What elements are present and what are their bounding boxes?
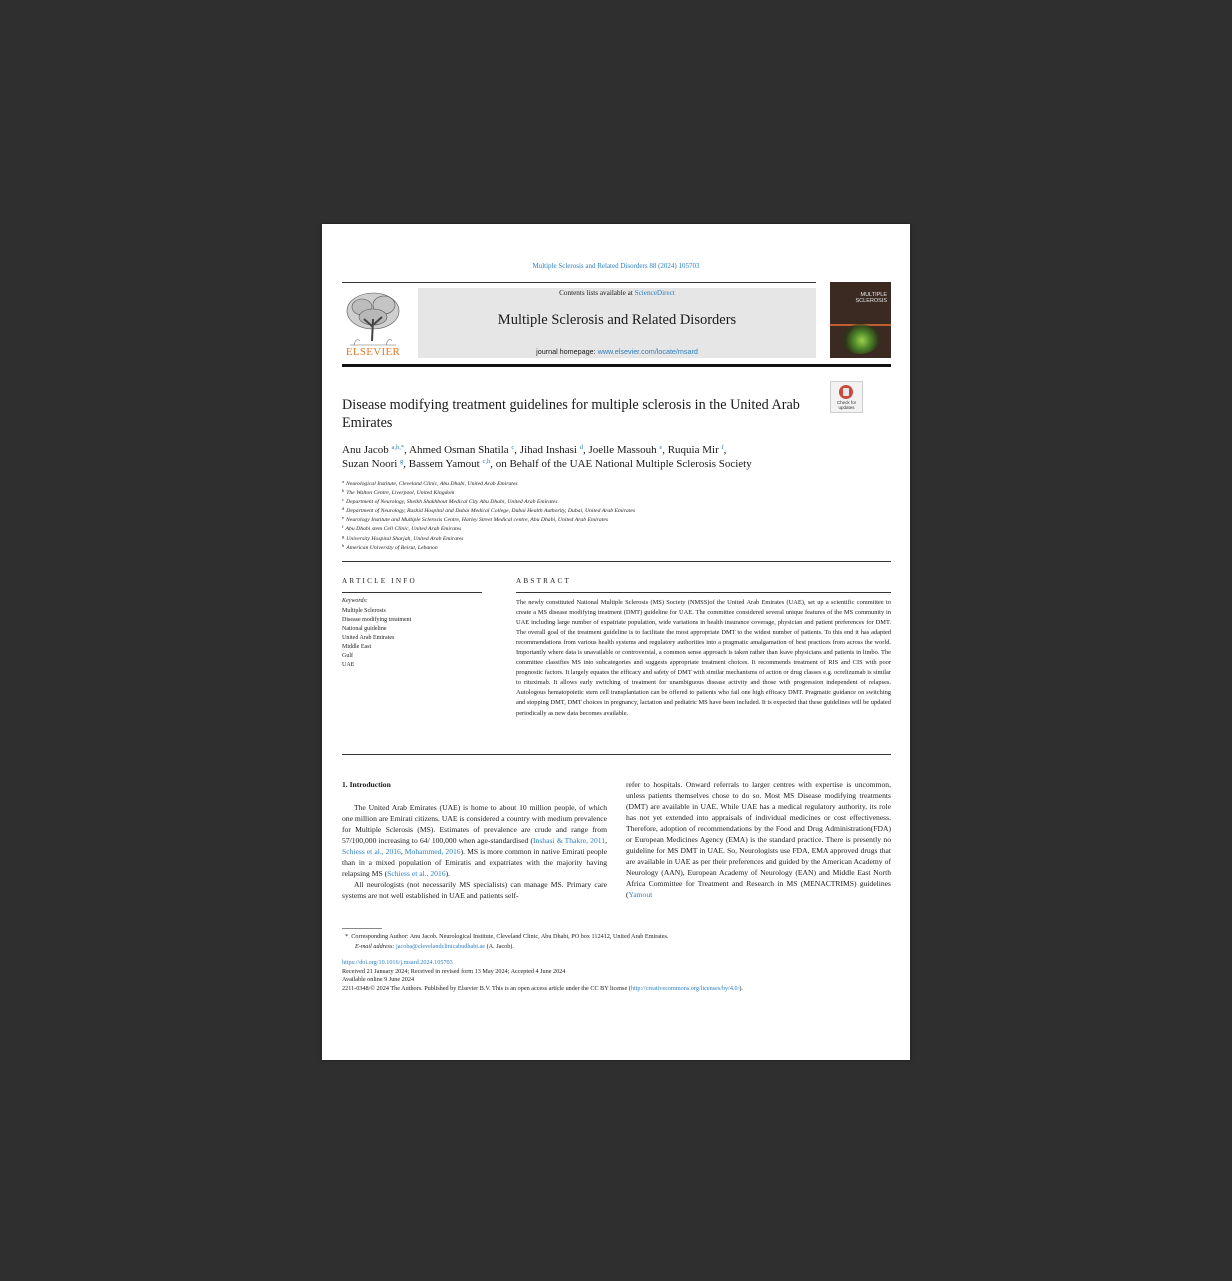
citation-link[interactable]: Schiess et al., 2016 [387,869,446,879]
introduction-heading: 1. Introduction [342,780,391,789]
intro-paragraph-2: All neurologists (not necessarily MS specialists) can manage MS. Primary care systems are not well established in UAE and patients self- [342,880,607,901]
article-info-heading: ARTICLE INFO [342,577,417,585]
affiliation-marker: e [342,515,344,521]
cover-title-line-2: SCLEROSIS [855,298,887,304]
doi-link[interactable]: https://doi.org/10.1016/j.msard.2024.105703 [342,959,453,966]
author-name: Joelle Massouh [588,444,657,456]
article-info-rule [342,592,482,593]
keyword-item: National guideline [342,626,387,632]
license-link[interactable]: http://creativecommons.org/licenses/by/4.0/ [630,985,740,993]
cover-title-line-1: MULTIPLE [860,292,887,298]
keyword-item: Multiple Sclerosis [342,608,386,614]
affiliation-item [342,480,891,489]
footnote-line-2 [342,942,891,952]
abstract-bottom-rule [342,754,891,755]
affiliation-item [342,544,891,553]
header-rule-thick [342,364,891,367]
author-affiliation-marker[interactable]: d [579,444,583,451]
author-name: Anu Jacob [342,444,389,456]
affiliations-rule [342,561,891,562]
author-separator: , on Behalf of the UAE National Multiple Sclerosis Society [490,458,752,470]
journal-homepage-link[interactable]: www.elsevier.com/locate/msard [597,347,698,356]
author-separator: , [582,444,589,456]
journal-cover-thumbnail [830,282,891,358]
abstract-rule [516,592,891,593]
affiliation-marker: h [342,542,345,548]
affiliation-item [342,525,891,534]
pdf-page [322,224,910,1060]
author-separator: , [723,444,727,456]
author-affiliation-marker[interactable]: a,b,* [391,444,405,451]
elsevier-wordmark: ELSEVIER [345,346,401,358]
affiliation-text: Department of Neurology, Sheikh Shakhbout Medical City Abu Dhabi, United Arab Emirates [346,499,558,506]
author-separator: , [403,458,409,470]
footnote-marker: * [345,933,349,940]
abstract-heading: ABSTRACT [516,577,572,585]
affiliation-text: Department of Neurology, Rashid Hospital and Dubai Medical College, Dubai Health Authority, Dubai, United Arab Emirates [346,508,636,515]
cover-image [840,324,880,354]
affiliation-marker: b [342,488,345,494]
affiliation-marker: a [342,479,344,484]
body-column-left [342,802,607,901]
affiliation-item [342,516,891,525]
footnote-text: Corresponding Author: Anu Jacob. Neurological Institute, Cleveland Clinic, Abu Dhabi, PO box 112412, United Arab Emirates. [351,933,669,940]
author-name: Ruquia Mir [667,444,719,456]
author-affiliation-marker[interactable]: c [511,444,515,451]
affiliation-text: Abu Dhabi stem Cell Clinic, United Arab Emirates [345,526,462,533]
citation-link[interactable]: Schiess et al., 2016 [342,847,401,857]
header-rule-top [342,282,816,283]
author-affiliation-marker[interactable]: c,h [482,458,491,465]
contents-prefix: Contents lists available at [559,289,635,297]
check-for-updates-badge[interactable] [830,381,863,413]
affiliation-marker: g [342,533,345,539]
available-online: Available online 9 June 2024 [342,976,415,984]
author-affiliation-marker[interactable]: e [659,444,663,451]
author-affiliation-marker[interactable]: f [721,444,724,451]
author-3 [520,444,589,456]
author-6 [342,458,409,470]
intro-paragraph-1 [342,802,607,879]
journal-reference-link[interactable]: Multiple Sclerosis and Related Disorders 88 (2024) 105703 [532,262,700,270]
footnote-rule [342,928,382,929]
author-name: Suzan Noori [342,458,398,470]
email-suffix: (A. Jacob). [485,943,514,950]
keywords-list [342,607,411,670]
affiliation-marker: f [342,524,344,530]
author-name: Bassem Yamout [408,458,480,470]
author-separator: , [662,444,668,456]
affiliation-item [342,507,891,516]
citation-link[interactable]: Yamout [628,890,653,900]
citation-separator: , [605,836,607,846]
citation-separator: , [400,847,405,857]
author-7 [409,458,752,470]
journal-title: Multiple Sclerosis and Related Disorders [497,312,737,328]
author-name: Jihad Inshasi [519,444,577,456]
paragraph-text: ). [445,869,450,879]
license-line [342,985,902,994]
check-updates-line-2: updates [838,405,855,410]
corresponding-author-footnote [342,932,891,952]
affiliation-text: The Walton Centre, Liverpool, United Kingdom [346,490,455,497]
keywords-label: Keywords: [342,598,368,604]
keyword-item: Middle East [342,644,372,650]
received-dates: Received 21 January 2024; Received in revised form 13 May 2024; Accepted 4 June 2024 [342,967,566,975]
sciencedirect-link[interactable]: ScienceDirect [634,289,675,297]
author-1 [342,444,409,456]
affiliation-text: Neurology Institute and Multiple Sclerosis Centre, Harley Street Medical centre, Abu Dhabi, United Arab Emirates [346,517,609,524]
affiliation-item [342,498,891,507]
contents-available-line [418,289,816,297]
cover-title [856,292,887,304]
check-updates-icon [839,385,853,399]
author-affiliation-marker[interactable]: g [400,458,404,465]
check-updates-line-1: Check for [836,400,857,405]
journal-homepage-line [418,347,816,356]
citation-link[interactable]: Mohammed, 2016 [404,847,461,857]
publication-info [342,959,902,994]
author-4 [588,444,667,456]
author-separator: , [404,444,410,456]
affiliation-item [342,535,891,544]
email-label: E-mail address: [355,943,395,950]
author-list [342,443,891,471]
paragraph-text: refer to hospitals. Onward referrals to larger centres with expertise is uncommon, unless patients themselves chose to do so. Most MS Disease modifying treatments (DMT) are available in UAE. While UAE has a medical regulatory authority, its role has not yet extended into appraisals of individual medicines or cost effectiveness. Therefore, adoption of recommendations by the Food and Drug Administration(FDA) or European Medicines Agency (EMA) is the standard practice. There is presently no guideline for MS DMT in UAE. So, Neurologists use FDA, EMA approved drugs that are available in UAE as per their preferences and guided by the American Academy of Neurology (AAN), European Academy of Neurology (EAN) and Middle East North Africa Committee for Treatment and Research in MS (MENACTRIMS) guidelines ( [626,780,891,900]
abstract-text: The newly constituted National Multiple Sclerosis (MS) Society (NMSS)of the United Arab Emirates (UAE), set up a scientific committee to create a MS disease modifying treatment (DMT) guideline for UAE. The committee considered several unique features of the MS community in UAE including large number of expatriate population, wide variations in health insurance coverage, physician and patient preferences for DMT. The overall goal of the treatment guideline is to facilitate the most appropriate DMT to the widest number of patients. To this end it has adapted recommendations from various health systems and regulatory authorities into a pragmatic amalgamation of best practices from across the world. Importantly where data is unavailable or controversial, a common sense approach is taken rather than leave physicians and patients in limbo. The committee classifies MS into subcategories and suggests appropriate treatment choices. It recommends treatment of RIS and CIS with poor prognostic factors. It largely equates the efficacy and safety of DMT with similar mechanisms of action or drug classes e.g. ocrelizumab is similar to rituximab. It allows early switching of treatment for unambiguous disease activity and those with progression independent of relapses. Autologous hematopoietic stem cell transplantation can be offered to patients who fail one high efficacy DMT. Pragmatic guidance on switching and stopping DMT, DMT choices in pregnancy, lactation and pediatric MS have been included. It is expected that these guidelines will be updated periodically as new data becomes available. [516,599,891,717]
article-title: Disease modifying treatment guidelines for multiple sclerosis in the United Arab Emirates [342,397,800,431]
affiliation-text: Neurological Institute, Cleveland Clinic, Abu Dhabi, United Arab Emirates [346,481,518,487]
license-text: ). [739,985,743,993]
keyword-item: Disease modifying treatment [342,617,412,623]
affiliation-marker: c [342,497,344,503]
affiliation-text: University Hospital Sharjah, United Arab Emirates [346,535,464,542]
footnote-line-1 [342,932,891,942]
body-column-right [626,779,891,901]
author-separator: , [514,444,520,456]
affiliation-text: American University of Beirut, Lebanon [346,544,438,551]
author-5 [668,444,727,456]
license-text: 2211-0348/© 2024 The Authors. Published by Elsevier B.V. This is an open access article under the CC BY license ( [342,985,631,993]
paragraph-text: The United Arab Emirates (UAE) is home to about 10 million people, of which one million are Emirati citizens. UAE is considered a country with medium prevalence for Multiple Sclerosis (MS). Estimates of prevalence are crude and range from 57/100,000 increasing to 64/ 100,000 when age-standardised ( [342,803,607,846]
author-2 [409,444,520,456]
check-updates-label [831,400,862,410]
citation-link[interactable]: Inshasi & Thakre, 2011 [533,836,606,846]
keyword-item: Gulf [342,653,353,659]
keyword-item: UAE [342,662,355,668]
affiliation-item [342,489,891,498]
homepage-prefix: journal homepage: [536,347,598,356]
paragraph-text: ). MS is more common in native Emirati people than in a mixed population of Emiratis and expatriates with the majority having relapsing MS ( [342,847,608,879]
email-link[interactable]: jacoba@clevelandclinicabudhabi.ae [396,943,486,950]
journal-banner [418,288,816,358]
affiliations-list [342,480,891,553]
affiliation-marker: d [342,506,345,512]
author-name: Ahmed Osman Shatila [409,444,509,456]
keyword-item: United Arab Emirates [342,635,395,641]
